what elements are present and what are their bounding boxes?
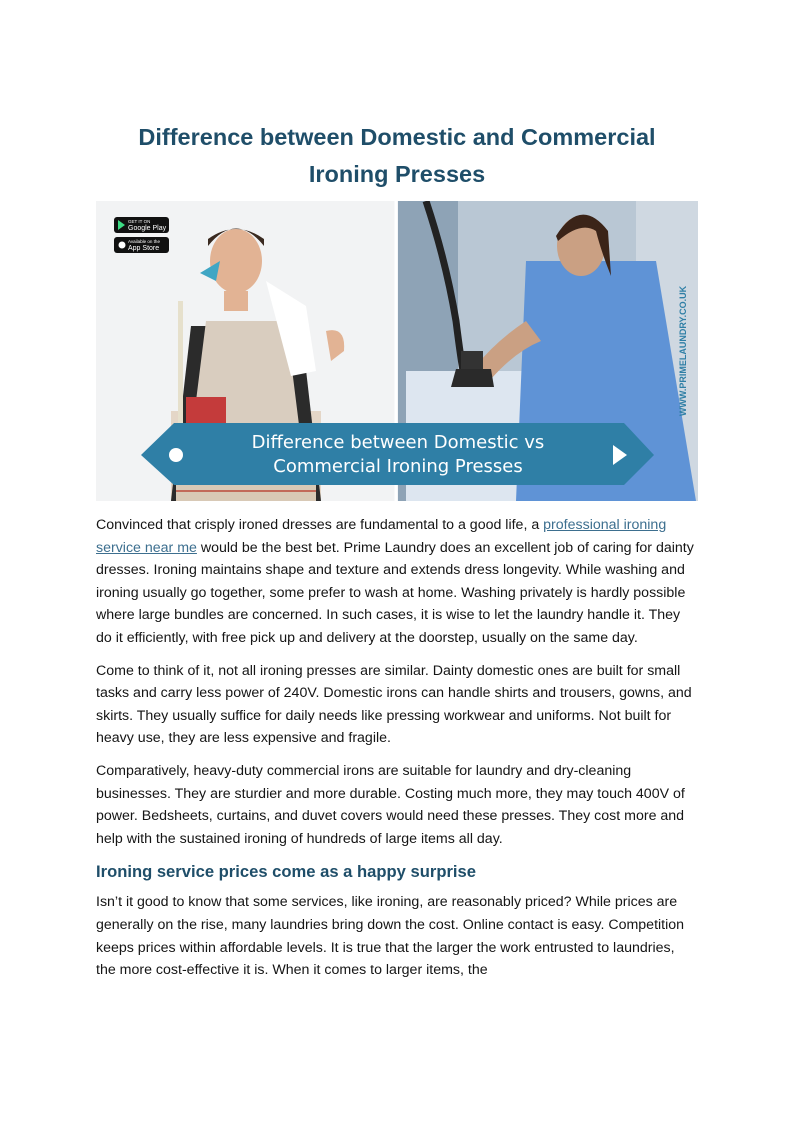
paragraph-3: Comparatively, heavy-duty commercial irons are suitable for laundry and dry-cleaning businesses. They are sturdier and more durable. Costing much more, they may touch 400V of power. Bedsheets, curtains, and duvet covers would need these presses. They cost more and help with the sustained ironing of hundreds of large items all day. xyxy=(96,762,685,847)
article-body xyxy=(96,514,698,992)
paragraph-1-rest: would be the best bet. Prime Laundry does an excellent job of caring for dainty dresses. Ironing maintains shape and texture and extends dress longevity. While washing and ironing usually go together, some prefer to wash at home. Washing privately is hardly possible where large bundles are concerned. In such cases, it is wise to let the laundry handle it. They do it efficiently, with free pick up and delivery at the doorstep, usually on the same day. xyxy=(96,539,694,646)
svg-text:GET IT ON: GET IT ON xyxy=(128,219,151,224)
document-title: Difference between Domestic and Commercial Ironing Presses xyxy=(138,124,656,187)
svg-text:Commercial Ironing Presses: Commercial Ironing Presses xyxy=(273,456,523,477)
svg-text:Difference between Domestic vs: Difference between Domestic vs xyxy=(251,432,545,453)
svg-text:Google Play: Google Play xyxy=(128,225,167,232)
svg-text:Available on the: Available on the xyxy=(128,239,160,244)
paragraph-2: Come to think of it, not all ironing presses are similar. Dainty domestic ones are built for small tasks and carry less power of 240V. Domestic irons can handle shirts and trousers, gowns, and skirts. They usually suffice for daily needs like pressing workwear and uniforms. Not built for heavy use, they are less expensive and fragile. xyxy=(96,662,692,747)
paragraph-4: Isn’t it good to know that some services, like ironing, are reasonably priced? While prices are generally on the rise, many laundries bring down the cost. Online contact is easy. Competition keeps prices within affordable levels. It is true that the larger the work entrusted to laundries, the more cost-effective it is. When it comes to larger items, the xyxy=(96,894,685,979)
section-heading: Ironing service prices come as a happy surprise xyxy=(96,862,476,882)
hero-image xyxy=(96,201,698,501)
professional-ironing-link[interactable]: professional ironing service near me xyxy=(96,517,667,556)
svg-text:App Store: App Store xyxy=(128,245,160,252)
paragraph-1 xyxy=(96,514,698,650)
app-store-badge xyxy=(114,237,169,253)
paragraph-1-lead: Convinced that crisply ironed dresses are fundamental to a good life, a xyxy=(96,517,544,533)
hero-banner xyxy=(141,423,654,485)
google-play-badge xyxy=(114,217,169,233)
watermark-text: WWW.PRIMELAUNDRY.CO.UK xyxy=(678,285,688,417)
